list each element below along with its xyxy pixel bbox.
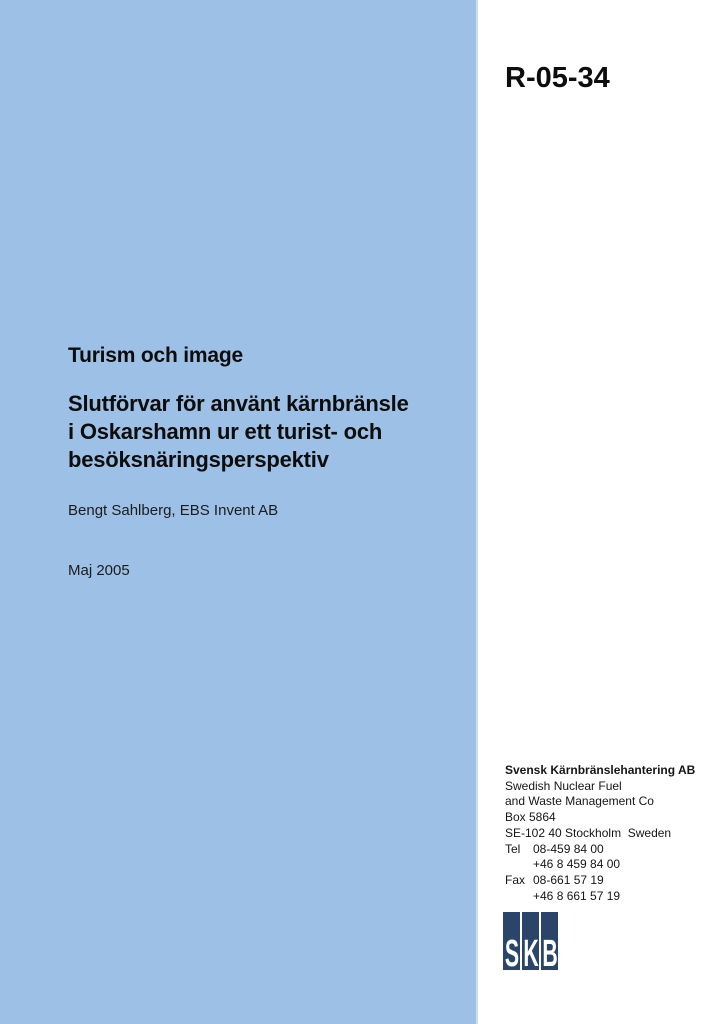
skb-logo-letter-s: S [504,933,519,975]
contact-row-tel [505,842,705,858]
skb-logo-letter-k: K [522,933,539,975]
publisher-line-2: and Waste Management Co [505,794,654,809]
tel-intl-label [505,857,533,873]
fax-number-international: +46 8 661 57 19 [533,888,621,903]
subtitle-line-2: i Oskarshamn ur ett turist- och [68,419,383,444]
report-subtitle [68,390,409,474]
fax-number-national: 08-661 57 19 [533,872,604,887]
contact-row-fax-intl [505,889,705,905]
skb-logo-bar-b [541,912,558,975]
tel-number-national: 08-459 84 00 [533,841,604,856]
tel-number-international: +46 8 459 84 00 [533,857,621,872]
report-author: Bengt Sahlberg, EBS Invent AB [68,502,279,519]
publisher-address-block [505,763,705,904]
contact-row-fax [505,873,705,889]
skb-logo-letter-b: B [541,933,558,975]
publisher-line-3: Box 5864 [505,810,556,825]
report-number: R-05-34 [505,62,610,94]
publisher-line-1: Swedish Nuclear Fuel [505,778,622,793]
contact-row-tel-intl [505,857,705,873]
skb-logo-bar-k [522,912,539,975]
skb-logo [503,912,558,975]
report-title: Turism och image [68,344,243,367]
publisher-line-4: SE-102 40 Stockholm Sweden [505,825,672,840]
tel-label: Tel [505,841,521,856]
fax-intl-label [505,889,533,905]
subtitle-line-1: Slutförvar för använt kärnbränsle [68,391,409,416]
publisher-name: Svensk Kärnbränslehantering AB [505,763,696,777]
report-date: Maj 2005 [68,562,130,579]
skb-logo-bar-s [503,912,520,975]
subtitle-line-3: besöksnäringsperspektiv [68,447,329,472]
fax-label: Fax [505,872,526,887]
